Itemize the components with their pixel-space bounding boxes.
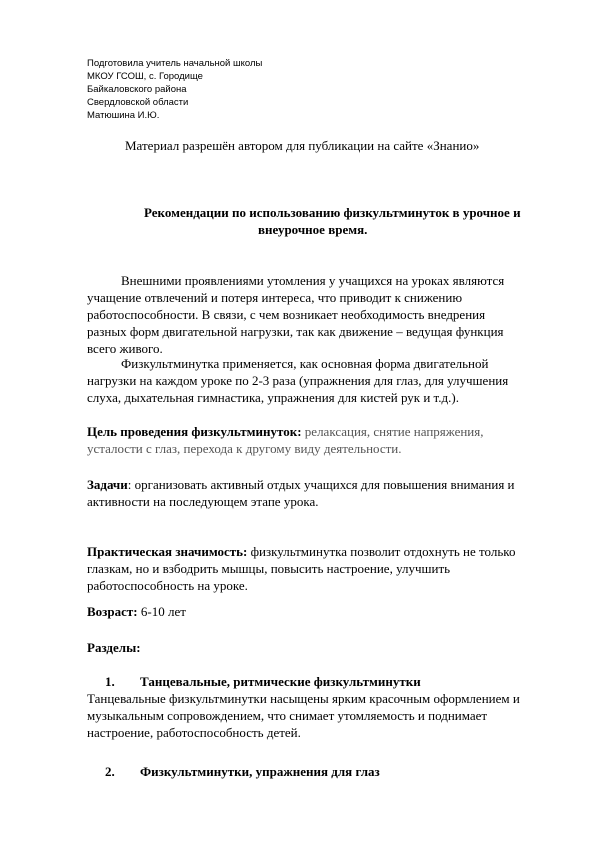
goal-label: Цель проведения физкультминуток: <box>87 424 302 439</box>
age-line <box>87 603 186 620</box>
section2-title: Физкультминутки, упражнения для глаз <box>140 764 380 779</box>
intro-p1-line-1: Внешними проявлениями утомления у учащихся на уроках являются <box>121 273 505 288</box>
section1-title: Танцевальные, ритмические физкультминутки <box>140 674 421 689</box>
author-line-district: Байкаловского района <box>87 84 187 95</box>
section2-number: 2. <box>105 764 115 779</box>
practical-text: физкультминутка позволит отдохнуть не только <box>247 544 516 559</box>
intro-p2-line-1: Физкультминутка применяется, как основная форма двигательной <box>121 356 489 371</box>
author-line-school: МКОУ ГСОШ, с. Городище <box>87 71 203 82</box>
section1-number: 1. <box>105 674 115 689</box>
practical-line-1 <box>87 543 515 560</box>
section1-text-line-3: настроение, работоспособность детей. <box>87 725 301 740</box>
goal-text: релаксация, снятие напряжения, <box>301 424 484 439</box>
intro-p2-line-3: слуха, дыхательная гимнастика, упражнения для кистей рук и т.д.). <box>87 390 459 405</box>
intro-p1-line-2: учащение отвлечений и потеря интереса, что приводит к снижению <box>87 290 463 305</box>
practical-line-3: работоспособность на уроке. <box>87 578 248 593</box>
title-line-2: внеурочное время. <box>258 222 368 237</box>
tasks-line-1 <box>87 476 515 493</box>
practical-line-2: глазкам, но и взбодрить мышцы, повысить настроение, улучшить <box>87 561 451 576</box>
section1-text-line-1: Танцевальные физкультминутки насыщены ярким красочным оформлением и <box>87 691 520 706</box>
permission-note: Материал разрешён автором для публикации на сайте «Знанио» <box>125 138 480 153</box>
author-line-region: Свердловской области <box>87 97 189 108</box>
tasks-line-2: активности на последующем этапе урока. <box>87 494 319 509</box>
tasks-label: Задачи <box>87 477 128 492</box>
age-value: 6-10 лет <box>137 604 186 619</box>
sections-heading: Разделы: <box>87 640 141 655</box>
author-line-name: Матюшина И.Ю. <box>87 110 160 121</box>
title-line-1: Рекомендации по использованию физкультминуток в урочное и <box>144 205 521 220</box>
section1-text-line-2: музыкальным сопровождением, что снимает утомляемость и поднимает <box>87 708 488 723</box>
author-line-teacher: Подготовила учитель начальной школы <box>87 58 263 69</box>
tasks-text: : организовать активный отдых учащихся для повышения внимания и <box>127 477 515 492</box>
intro-p1-line-5: всего живого. <box>87 341 163 356</box>
intro-p1-line-3: работоспособности. В связи, с чем возникает необходимость внедрения <box>87 307 486 322</box>
age-label: Возраст: <box>87 604 138 619</box>
goal-line-2: усталости с глаз, перехода к другому виду деятельности. <box>87 441 402 456</box>
intro-p1-line-4: разных форм двигательной нагрузки, так как движение – ведущая функция <box>87 324 504 339</box>
intro-p2-line-2: нагрузки на каждом уроке по 2-3 раза (упражнения для глаз, для улучшения <box>87 373 509 388</box>
practical-label: Практическая значимость: <box>87 544 248 559</box>
goal-line-1 <box>87 423 484 440</box>
